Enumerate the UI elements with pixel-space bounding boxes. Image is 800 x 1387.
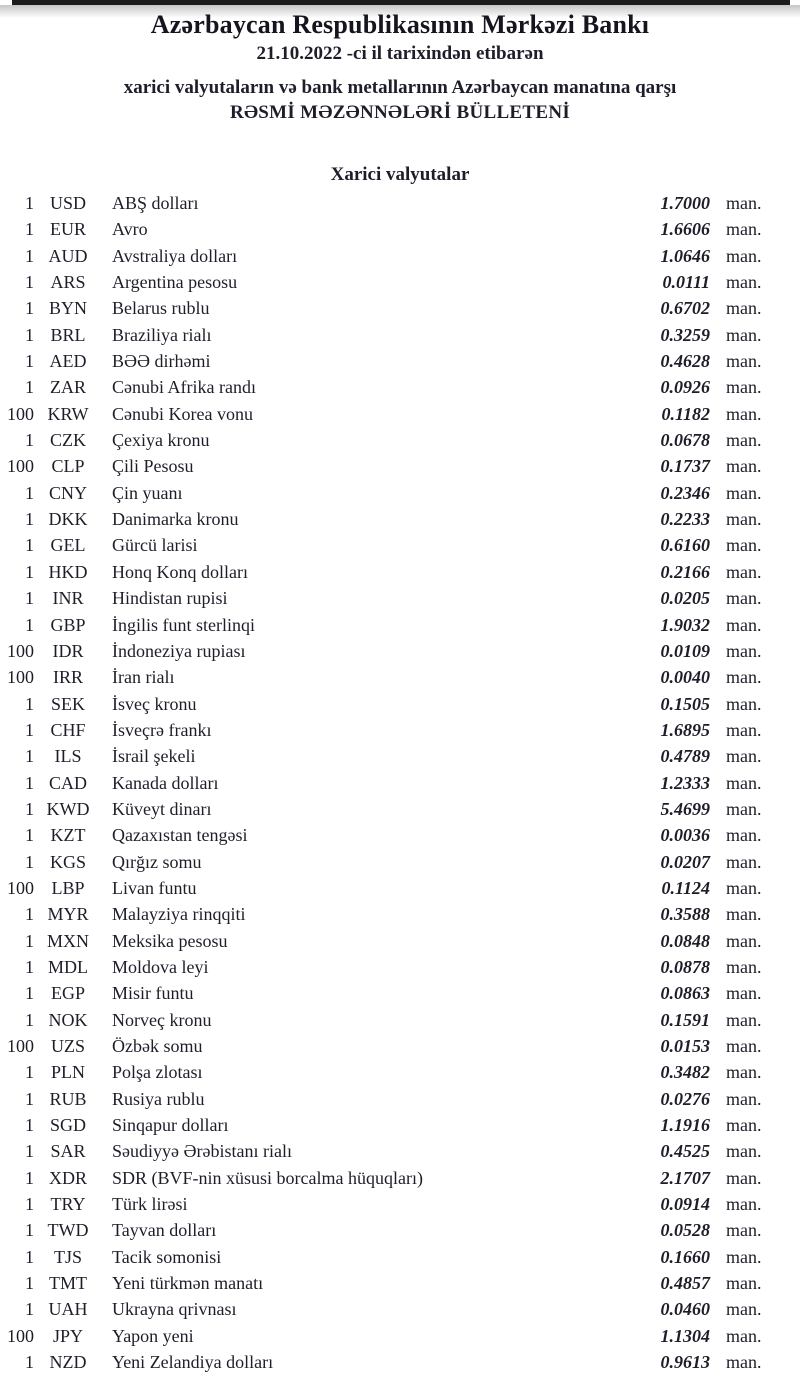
quantity: 1 xyxy=(25,377,34,398)
currency-name: Norveç kronu xyxy=(112,1009,212,1030)
quantity: 1 xyxy=(25,825,34,846)
quantity: 1 xyxy=(25,324,34,345)
currency-name: Gürcü larisi xyxy=(112,535,198,556)
quantity: 100 xyxy=(7,456,34,477)
currency-code: CLP xyxy=(51,456,85,477)
currency-code: AED xyxy=(49,351,87,372)
rate-value: 0.9613 xyxy=(660,1352,710,1373)
currency-code: SEK xyxy=(50,693,85,714)
rate-unit: man. xyxy=(726,1009,762,1030)
currency-code: JPY xyxy=(52,1325,83,1346)
currency-code: TJS xyxy=(53,1246,82,1267)
rate-unit: man. xyxy=(726,798,762,819)
currency-code: GEL xyxy=(50,535,86,556)
quantity: 100 xyxy=(7,403,34,424)
table-row xyxy=(0,822,800,848)
rate-unit: man. xyxy=(726,614,762,635)
quantity: 1 xyxy=(25,930,34,951)
rate-unit: man. xyxy=(726,1299,762,1320)
rate-value: 0.1591 xyxy=(660,1009,710,1030)
quantity: 1 xyxy=(25,219,34,240)
rates-table xyxy=(0,190,800,1375)
rate-value: 1.0646 xyxy=(660,245,710,266)
rate-unit: man. xyxy=(726,482,762,503)
currency-name: Misir funtu xyxy=(112,983,194,1004)
quantity: 1 xyxy=(25,719,34,740)
table-row xyxy=(0,638,800,664)
currency-name: İndoneziya rupiası xyxy=(112,640,246,661)
table-row xyxy=(0,1349,800,1375)
quantity: 1 xyxy=(25,614,34,635)
rate-unit: man. xyxy=(726,403,762,424)
table-row xyxy=(0,1138,800,1164)
currency-name: Çin yuanı xyxy=(112,482,183,503)
rate-unit: man. xyxy=(726,667,762,688)
table-row xyxy=(0,1191,800,1217)
currency-name: Argentina pesosu xyxy=(112,272,238,293)
rate-value: 0.6160 xyxy=(660,535,710,556)
table-row xyxy=(0,717,800,743)
rate-value: 1.6606 xyxy=(660,219,710,240)
rate-value: 0.6702 xyxy=(660,298,710,319)
rate-unit: man. xyxy=(726,1194,762,1215)
currency-name: Ukrayna qrivnası xyxy=(112,1299,237,1320)
rate-value: 1.1916 xyxy=(660,1115,710,1136)
rate-unit: man. xyxy=(726,272,762,293)
currency-name: SDR (BVF-nin xüsusi borcalma hüquqları) xyxy=(112,1167,423,1188)
quantity: 1 xyxy=(25,693,34,714)
quantity: 1 xyxy=(25,798,34,819)
table-row xyxy=(0,901,800,927)
rate-unit: man. xyxy=(726,956,762,977)
currency-name: Yapon yeni xyxy=(112,1325,194,1346)
subject-line: xarici valyutaların və bank metallarının Azərbaycan manatına qarşı xyxy=(123,77,677,98)
section-title-foreign-currencies: Xarici valyutalar xyxy=(330,164,470,185)
quantity: 1 xyxy=(25,193,34,213)
rate-unit: man. xyxy=(726,1036,762,1056)
currency-name: Meksika pesosu xyxy=(112,930,228,951)
quantity: 1 xyxy=(25,1088,34,1109)
rate-value: 0.1505 xyxy=(660,693,710,714)
rate-value: 0.0153 xyxy=(660,1036,710,1056)
quantity: 1 xyxy=(25,1167,34,1188)
effective-date-line: 21.10.2022 -ci il tarixindən etibarən xyxy=(256,43,544,64)
currency-code: CHF xyxy=(50,719,86,740)
rate-unit: man. xyxy=(726,693,762,714)
currency-name: Cənubi Korea vonu xyxy=(112,403,253,424)
currency-code: RUB xyxy=(49,1088,87,1109)
quantity: 100 xyxy=(7,1036,34,1056)
quantity: 100 xyxy=(7,667,34,688)
table-row xyxy=(0,849,800,875)
currency-code: BYN xyxy=(48,298,87,319)
currency-name: Belarus rublu xyxy=(112,298,210,319)
quantity: 100 xyxy=(7,877,34,898)
rate-value: 0.0040 xyxy=(660,667,710,688)
quantity: 1 xyxy=(25,351,34,372)
currency-code: DKK xyxy=(48,509,88,530)
table-row xyxy=(0,1270,800,1296)
currency-code: CZK xyxy=(50,430,86,451)
rate-value: 1.6895 xyxy=(660,719,710,740)
rate-value: 2.1707 xyxy=(660,1167,710,1188)
table-row xyxy=(0,1059,800,1085)
rate-value: 0.1182 xyxy=(661,403,710,424)
quantity: 100 xyxy=(7,640,34,661)
rate-unit: man. xyxy=(726,930,762,951)
table-row xyxy=(0,954,800,980)
rate-unit: man. xyxy=(726,825,762,846)
table-row xyxy=(0,612,800,638)
currency-code: EGP xyxy=(50,983,85,1004)
rate-unit: man. xyxy=(726,1088,762,1109)
rate-value: 0.1124 xyxy=(661,877,710,898)
rate-unit: man. xyxy=(726,351,762,372)
rate-value: 0.0926 xyxy=(660,377,710,398)
currency-name: Küveyt dinarı xyxy=(112,798,212,819)
table-row xyxy=(0,664,800,690)
rate-unit: man. xyxy=(726,1220,762,1241)
table-row xyxy=(0,506,800,532)
rate-unit: man. xyxy=(726,1352,762,1373)
table-row xyxy=(0,453,800,479)
rate-value: 0.1660 xyxy=(660,1246,710,1267)
rate-value: 0.4525 xyxy=(660,1141,710,1162)
quantity: 1 xyxy=(25,535,34,556)
rate-value: 0.2346 xyxy=(660,482,710,503)
table-row xyxy=(0,585,800,611)
currency-name: Livan funtu xyxy=(112,877,197,898)
table-row xyxy=(0,875,800,901)
table-row xyxy=(0,796,800,822)
rate-unit: man. xyxy=(726,509,762,530)
table-row xyxy=(0,1112,800,1138)
rate-unit: man. xyxy=(726,851,762,872)
rate-value: 0.2166 xyxy=(660,561,710,582)
rate-unit: man. xyxy=(726,245,762,266)
currency-code: BRL xyxy=(50,324,86,345)
quantity: 1 xyxy=(25,904,34,925)
rate-unit: man. xyxy=(726,904,762,925)
quantity: 1 xyxy=(25,1352,34,1373)
currency-name: Çexiya kronu xyxy=(112,430,210,451)
quantity: 1 xyxy=(25,746,34,767)
rate-unit: man. xyxy=(726,1141,762,1162)
rate-unit: man. xyxy=(726,324,762,345)
rate-unit: man. xyxy=(726,1246,762,1267)
rate-value: 0.3482 xyxy=(660,1062,710,1083)
table-row xyxy=(0,1086,800,1112)
currency-code: LBP xyxy=(51,877,85,898)
rate-unit: man. xyxy=(726,219,762,240)
currency-code: TWD xyxy=(47,1220,89,1241)
rate-value: 0.0914 xyxy=(660,1194,710,1215)
rate-value: 1.7000 xyxy=(660,193,710,213)
table-row xyxy=(0,559,800,585)
currency-name: Honq Konq dolları xyxy=(112,561,248,582)
quantity: 1 xyxy=(25,1194,34,1215)
table-row xyxy=(0,1323,800,1349)
bulletin-header xyxy=(0,0,800,125)
quantity: 1 xyxy=(25,588,34,609)
rate-value: 0.0528 xyxy=(660,1220,710,1241)
rate-unit: man. xyxy=(726,877,762,898)
table-row xyxy=(0,322,800,348)
quantity: 1 xyxy=(25,1062,34,1083)
rate-value: 0.4857 xyxy=(660,1273,710,1294)
rate-value: 5.4699 xyxy=(660,798,710,819)
quantity: 1 xyxy=(25,1220,34,1241)
table-row xyxy=(0,269,800,295)
table-row xyxy=(0,1007,800,1033)
table-row xyxy=(0,190,800,216)
currency-name: İsveç kronu xyxy=(112,693,197,714)
currency-name: Polşa zlotası xyxy=(112,1062,203,1083)
currency-code: SAR xyxy=(50,1141,86,1162)
rate-unit: man. xyxy=(726,298,762,319)
currency-code: SGD xyxy=(49,1115,86,1136)
currency-code: ZAR xyxy=(50,377,86,398)
rate-value: 0.3259 xyxy=(660,324,710,345)
rate-unit: man. xyxy=(726,456,762,477)
rate-value: 0.3588 xyxy=(660,904,710,925)
currency-code: ILS xyxy=(54,746,82,767)
quantity: 1 xyxy=(25,1115,34,1136)
currency-name: Sinqapur dolları xyxy=(112,1115,229,1136)
table-row xyxy=(0,770,800,796)
currency-code: GBP xyxy=(50,614,86,635)
quantity: 1 xyxy=(25,482,34,503)
rate-unit: man. xyxy=(726,719,762,740)
currency-name: BƏƏ dirhəmi xyxy=(112,351,211,372)
rate-value: 0.0205 xyxy=(660,588,710,609)
rate-value: 0.0863 xyxy=(660,983,710,1004)
table-row xyxy=(0,480,800,506)
currency-name: Tacik somonisi xyxy=(112,1246,222,1267)
rate-value: 1.2333 xyxy=(660,772,710,793)
rate-unit: man. xyxy=(726,561,762,582)
currency-name: İsrail şekeli xyxy=(112,746,196,767)
currency-name: Braziliya rialı xyxy=(112,324,212,345)
currency-name: Çili Pesosu xyxy=(112,456,194,477)
rate-unit: man. xyxy=(726,1115,762,1136)
rate-unit: man. xyxy=(726,377,762,398)
quantity: 1 xyxy=(25,430,34,451)
currency-code: UZS xyxy=(50,1036,85,1056)
currency-code: XDR xyxy=(48,1167,87,1188)
currency-code: INR xyxy=(52,588,84,609)
rate-unit: man. xyxy=(726,1062,762,1083)
currency-code: EUR xyxy=(50,219,86,240)
currency-code: MDL xyxy=(48,956,88,977)
currency-code: MXN xyxy=(46,930,89,951)
currency-name: Kanada dolları xyxy=(112,772,219,793)
currency-name: Avro xyxy=(112,219,148,240)
currency-name: ABŞ dolları xyxy=(112,193,199,213)
rate-unit: man. xyxy=(726,983,762,1004)
table-row xyxy=(0,427,800,453)
rate-unit: man. xyxy=(726,746,762,767)
currency-code: NOK xyxy=(48,1009,88,1030)
currency-code: MYR xyxy=(47,904,89,925)
table-row xyxy=(0,1244,800,1270)
currency-code: TMT xyxy=(49,1273,87,1294)
table-row xyxy=(0,980,800,1006)
currency-name: İngilis funt sterlinqi xyxy=(112,614,255,635)
currency-name: Yeni türkmən manatı xyxy=(112,1273,264,1294)
currency-name: Avstraliya dolları xyxy=(112,245,238,266)
currency-code: NZD xyxy=(49,1352,87,1373)
quantity: 1 xyxy=(25,1299,34,1320)
quantity: 1 xyxy=(25,509,34,530)
table-row xyxy=(0,295,800,321)
rate-value: 1.9032 xyxy=(660,614,710,635)
currency-name: Rusiya rublu xyxy=(112,1088,205,1109)
rate-unit: man. xyxy=(726,430,762,451)
rate-value: 0.0207 xyxy=(660,851,710,872)
currency-name: Səudiyyə Ərəbistanı rialı xyxy=(112,1141,292,1162)
rate-value: 0.0678 xyxy=(660,430,710,451)
rate-unit: man. xyxy=(726,588,762,609)
table-row xyxy=(0,1217,800,1243)
table-row xyxy=(0,532,800,558)
currency-name: Yeni Zelandiya dolları xyxy=(112,1352,274,1373)
quantity: 1 xyxy=(25,1246,34,1267)
rate-value: 0.0848 xyxy=(660,930,710,951)
quantity: 1 xyxy=(25,1273,34,1294)
currency-code: KGS xyxy=(49,851,86,872)
currency-code: HKD xyxy=(48,561,88,582)
table-row xyxy=(0,401,800,427)
table-row xyxy=(0,216,800,242)
currency-name: Danimarka kronu xyxy=(112,509,239,530)
rate-value: 0.0276 xyxy=(660,1088,710,1109)
quantity: 100 xyxy=(7,1325,34,1346)
currency-code: CAD xyxy=(48,772,87,793)
rate-value: 0.4789 xyxy=(660,746,710,767)
quantity: 1 xyxy=(25,772,34,793)
currency-name: İran rialı xyxy=(112,667,175,688)
rate-value: 0.1737 xyxy=(660,456,710,477)
currency-code: IRR xyxy=(52,667,83,688)
rate-unit: man. xyxy=(726,640,762,661)
rate-value: 1.1304 xyxy=(660,1325,710,1346)
currency-code: TRY xyxy=(50,1194,86,1215)
rate-unit: man. xyxy=(726,772,762,793)
rate-value: 0.2233 xyxy=(660,509,710,530)
currency-code: AUD xyxy=(48,245,88,266)
quantity: 1 xyxy=(25,272,34,293)
quantity: 1 xyxy=(25,956,34,977)
currency-name: Malayziya rinqqiti xyxy=(112,904,246,925)
rate-value: 0.0111 xyxy=(662,272,710,293)
rate-value: 0.0036 xyxy=(660,825,710,846)
table-row xyxy=(0,348,800,374)
table-row xyxy=(0,1033,800,1059)
table-row xyxy=(0,1296,800,1322)
currency-name: Özbək somu xyxy=(112,1036,203,1056)
currency-name: Qırğız somu xyxy=(112,851,202,872)
currency-code: ARS xyxy=(50,272,86,293)
quantity: 1 xyxy=(25,298,34,319)
quantity: 1 xyxy=(25,983,34,1004)
table-row xyxy=(0,1165,800,1191)
quantity: 1 xyxy=(25,1141,34,1162)
quantity: 1 xyxy=(25,851,34,872)
table-row xyxy=(0,243,800,269)
quantity: 1 xyxy=(25,561,34,582)
currency-code: IDR xyxy=(52,640,84,661)
rate-unit: man. xyxy=(726,1273,762,1294)
currency-code: UAH xyxy=(48,1299,88,1320)
table-row xyxy=(0,691,800,717)
rate-unit: man. xyxy=(726,1167,762,1188)
bank-name-title: Azərbaycan Respublikasının Mərkəzi Bankı xyxy=(150,10,650,39)
bulletin-title: RƏSMİ MƏZƏNNƏLƏRİ BÜLLETENİ xyxy=(229,102,571,123)
currency-code: PLN xyxy=(50,1062,85,1083)
rate-unit: man. xyxy=(726,193,762,213)
currency-name: Cənubi Afrika randı xyxy=(112,377,256,398)
currency-name: Hindistan rupisi xyxy=(112,588,228,609)
rate-value: 0.0109 xyxy=(660,640,710,661)
quantity: 1 xyxy=(25,1009,34,1030)
currency-code: CNY xyxy=(48,482,87,503)
rate-value: 0.4628 xyxy=(660,351,710,372)
currency-name: İsveçrə frankı xyxy=(112,719,212,740)
rate-unit: man. xyxy=(726,1325,762,1346)
currency-code: KZT xyxy=(50,825,86,846)
currency-code: KWD xyxy=(46,798,90,819)
currency-name: Moldova leyi xyxy=(112,956,209,977)
rate-value: 0.0878 xyxy=(660,956,710,977)
table-row xyxy=(0,743,800,769)
currency-name: Türk lirəsi xyxy=(112,1194,188,1215)
quantity: 1 xyxy=(25,245,34,266)
rate-unit: man. xyxy=(726,535,762,556)
currency-name: Tayvan dolları xyxy=(112,1220,217,1241)
currency-name: Qazaxıstan tengəsi xyxy=(112,825,248,846)
table-row xyxy=(0,374,800,400)
currency-code: KRW xyxy=(47,403,89,424)
currency-code: USD xyxy=(49,193,86,213)
rate-value: 0.0460 xyxy=(660,1299,710,1320)
table-row xyxy=(0,928,800,954)
